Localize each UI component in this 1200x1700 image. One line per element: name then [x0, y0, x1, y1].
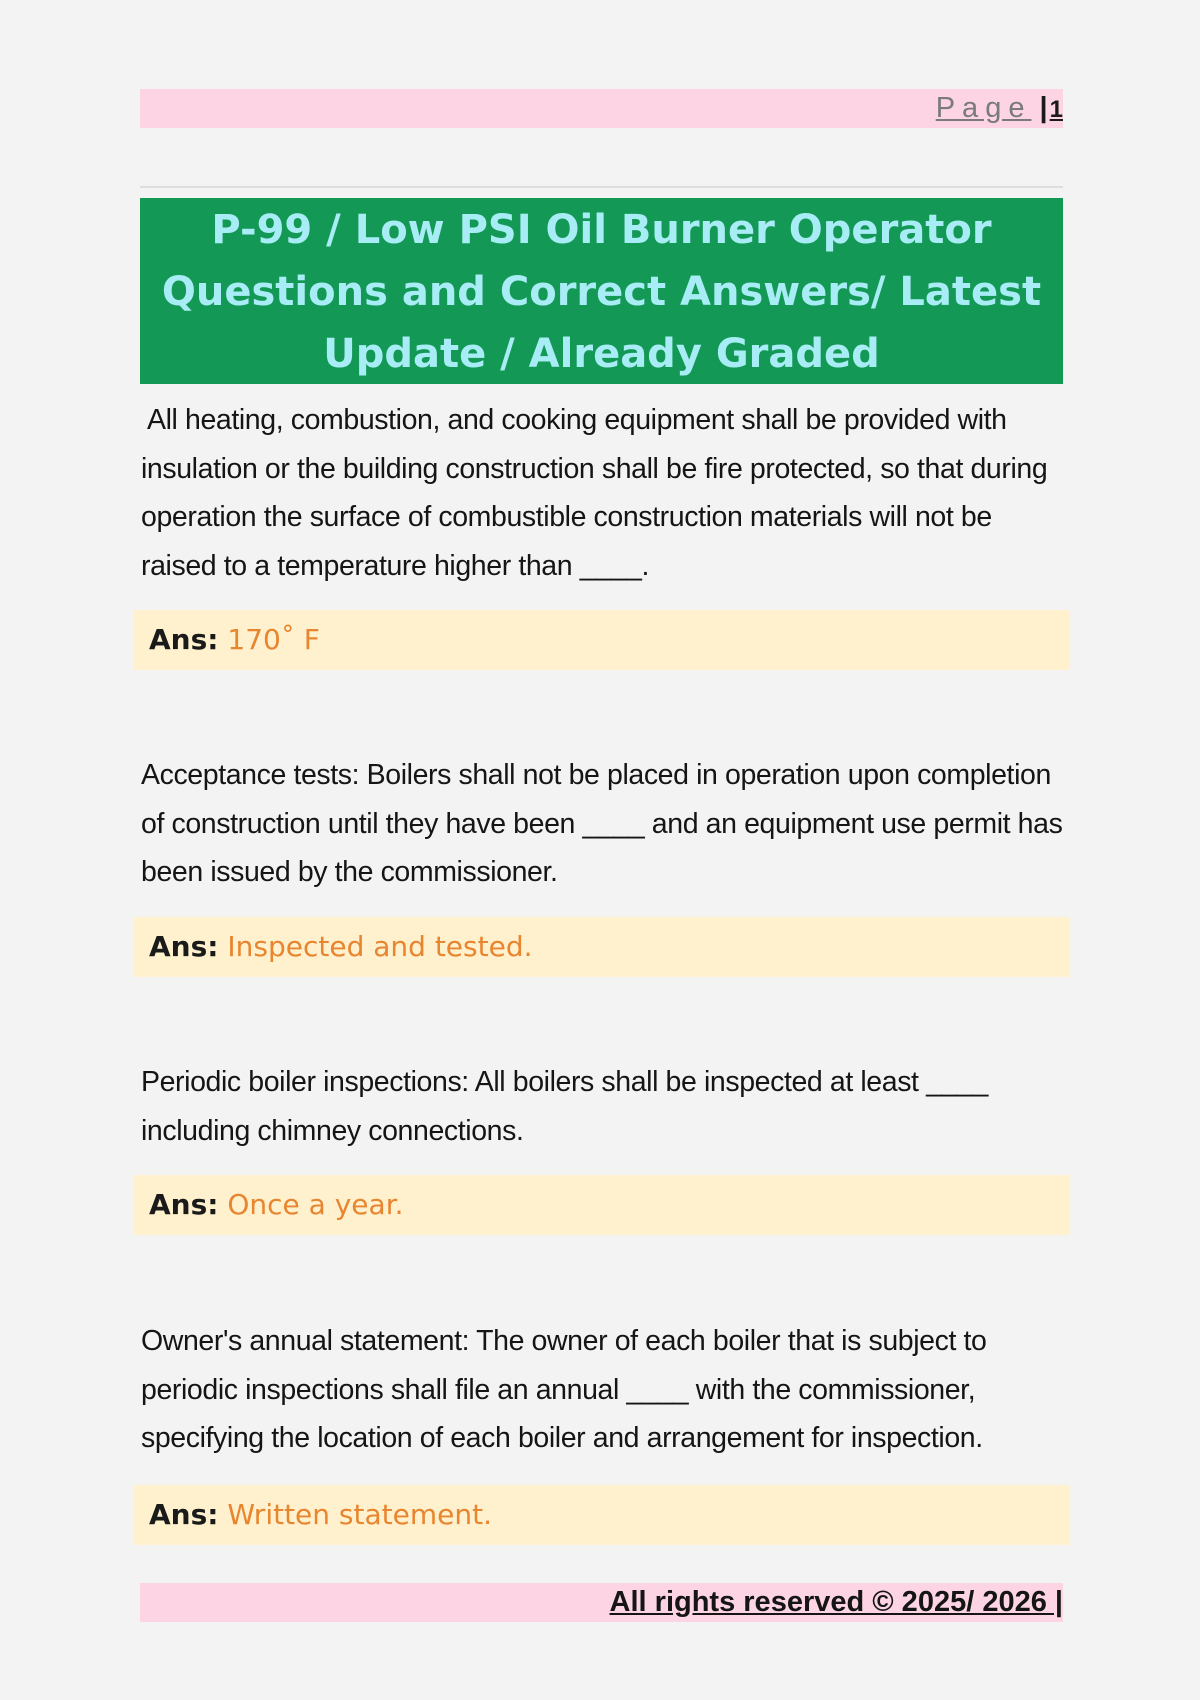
- answer-label: Ans:: [149, 930, 219, 963]
- header-divider: [140, 186, 1063, 188]
- copyright-notice: All rights reserved © 2025/ 2026 |: [609, 1586, 1063, 1618]
- answer-value: 170˚ F: [227, 623, 320, 656]
- page-number-label: [936, 93, 1063, 125]
- question-text: Owner's annual statement: The owner of each boiler that is subject to periodic inspections shall file an annual ____ with the commissioner, specifying the location of each boiler and arrangement for inspection.: [141, 1325, 987, 1454]
- qa-item: [134, 1317, 1069, 1531]
- answer-bar: [134, 610, 1069, 670]
- answer-label: Ans:: [149, 1188, 219, 1221]
- page-word: Page: [935, 92, 1032, 124]
- qa-item: [134, 396, 1069, 656]
- answer-label: Ans:: [149, 623, 219, 656]
- question-text: Periodic boiler inspections: All boilers shall be inspected at least ____ including chimney connections.: [141, 1066, 988, 1147]
- answer-value: Written statement.: [227, 1498, 492, 1531]
- qa-item: [134, 751, 1069, 963]
- page-number: 1: [1049, 96, 1063, 123]
- question-text: All heating, combustion, and cooking equipment shall be provided with insulation or the building construction shall be fire protected, so that during operation the surface of combustible construction materials will not be raised to a temperature higher than ____.: [141, 404, 1048, 582]
- answer-bar: [134, 1485, 1069, 1545]
- page-separator: |: [1039, 92, 1048, 124]
- answer-value: Once a year.: [227, 1188, 404, 1221]
- page-footer: [140, 1583, 1063, 1622]
- question-text: Acceptance tests: Boilers shall not be placed in operation upon completion of construction until they have been ____ and an equipment use permit has been issued by the commissioner.: [141, 759, 1063, 888]
- qa-item: [134, 1058, 1069, 1221]
- page-header: [140, 89, 1063, 128]
- answer-label: Ans:: [149, 1498, 219, 1531]
- document-title-banner: [140, 198, 1063, 384]
- answer-bar: [134, 917, 1069, 977]
- document-title: P-99 / Low PSI Oil Burner Operator Questions and Correct Answers/ Latest Update / Already Graded: [161, 207, 1042, 377]
- answer-value: Inspected and tested.: [227, 930, 533, 963]
- answer-bar: [134, 1175, 1069, 1235]
